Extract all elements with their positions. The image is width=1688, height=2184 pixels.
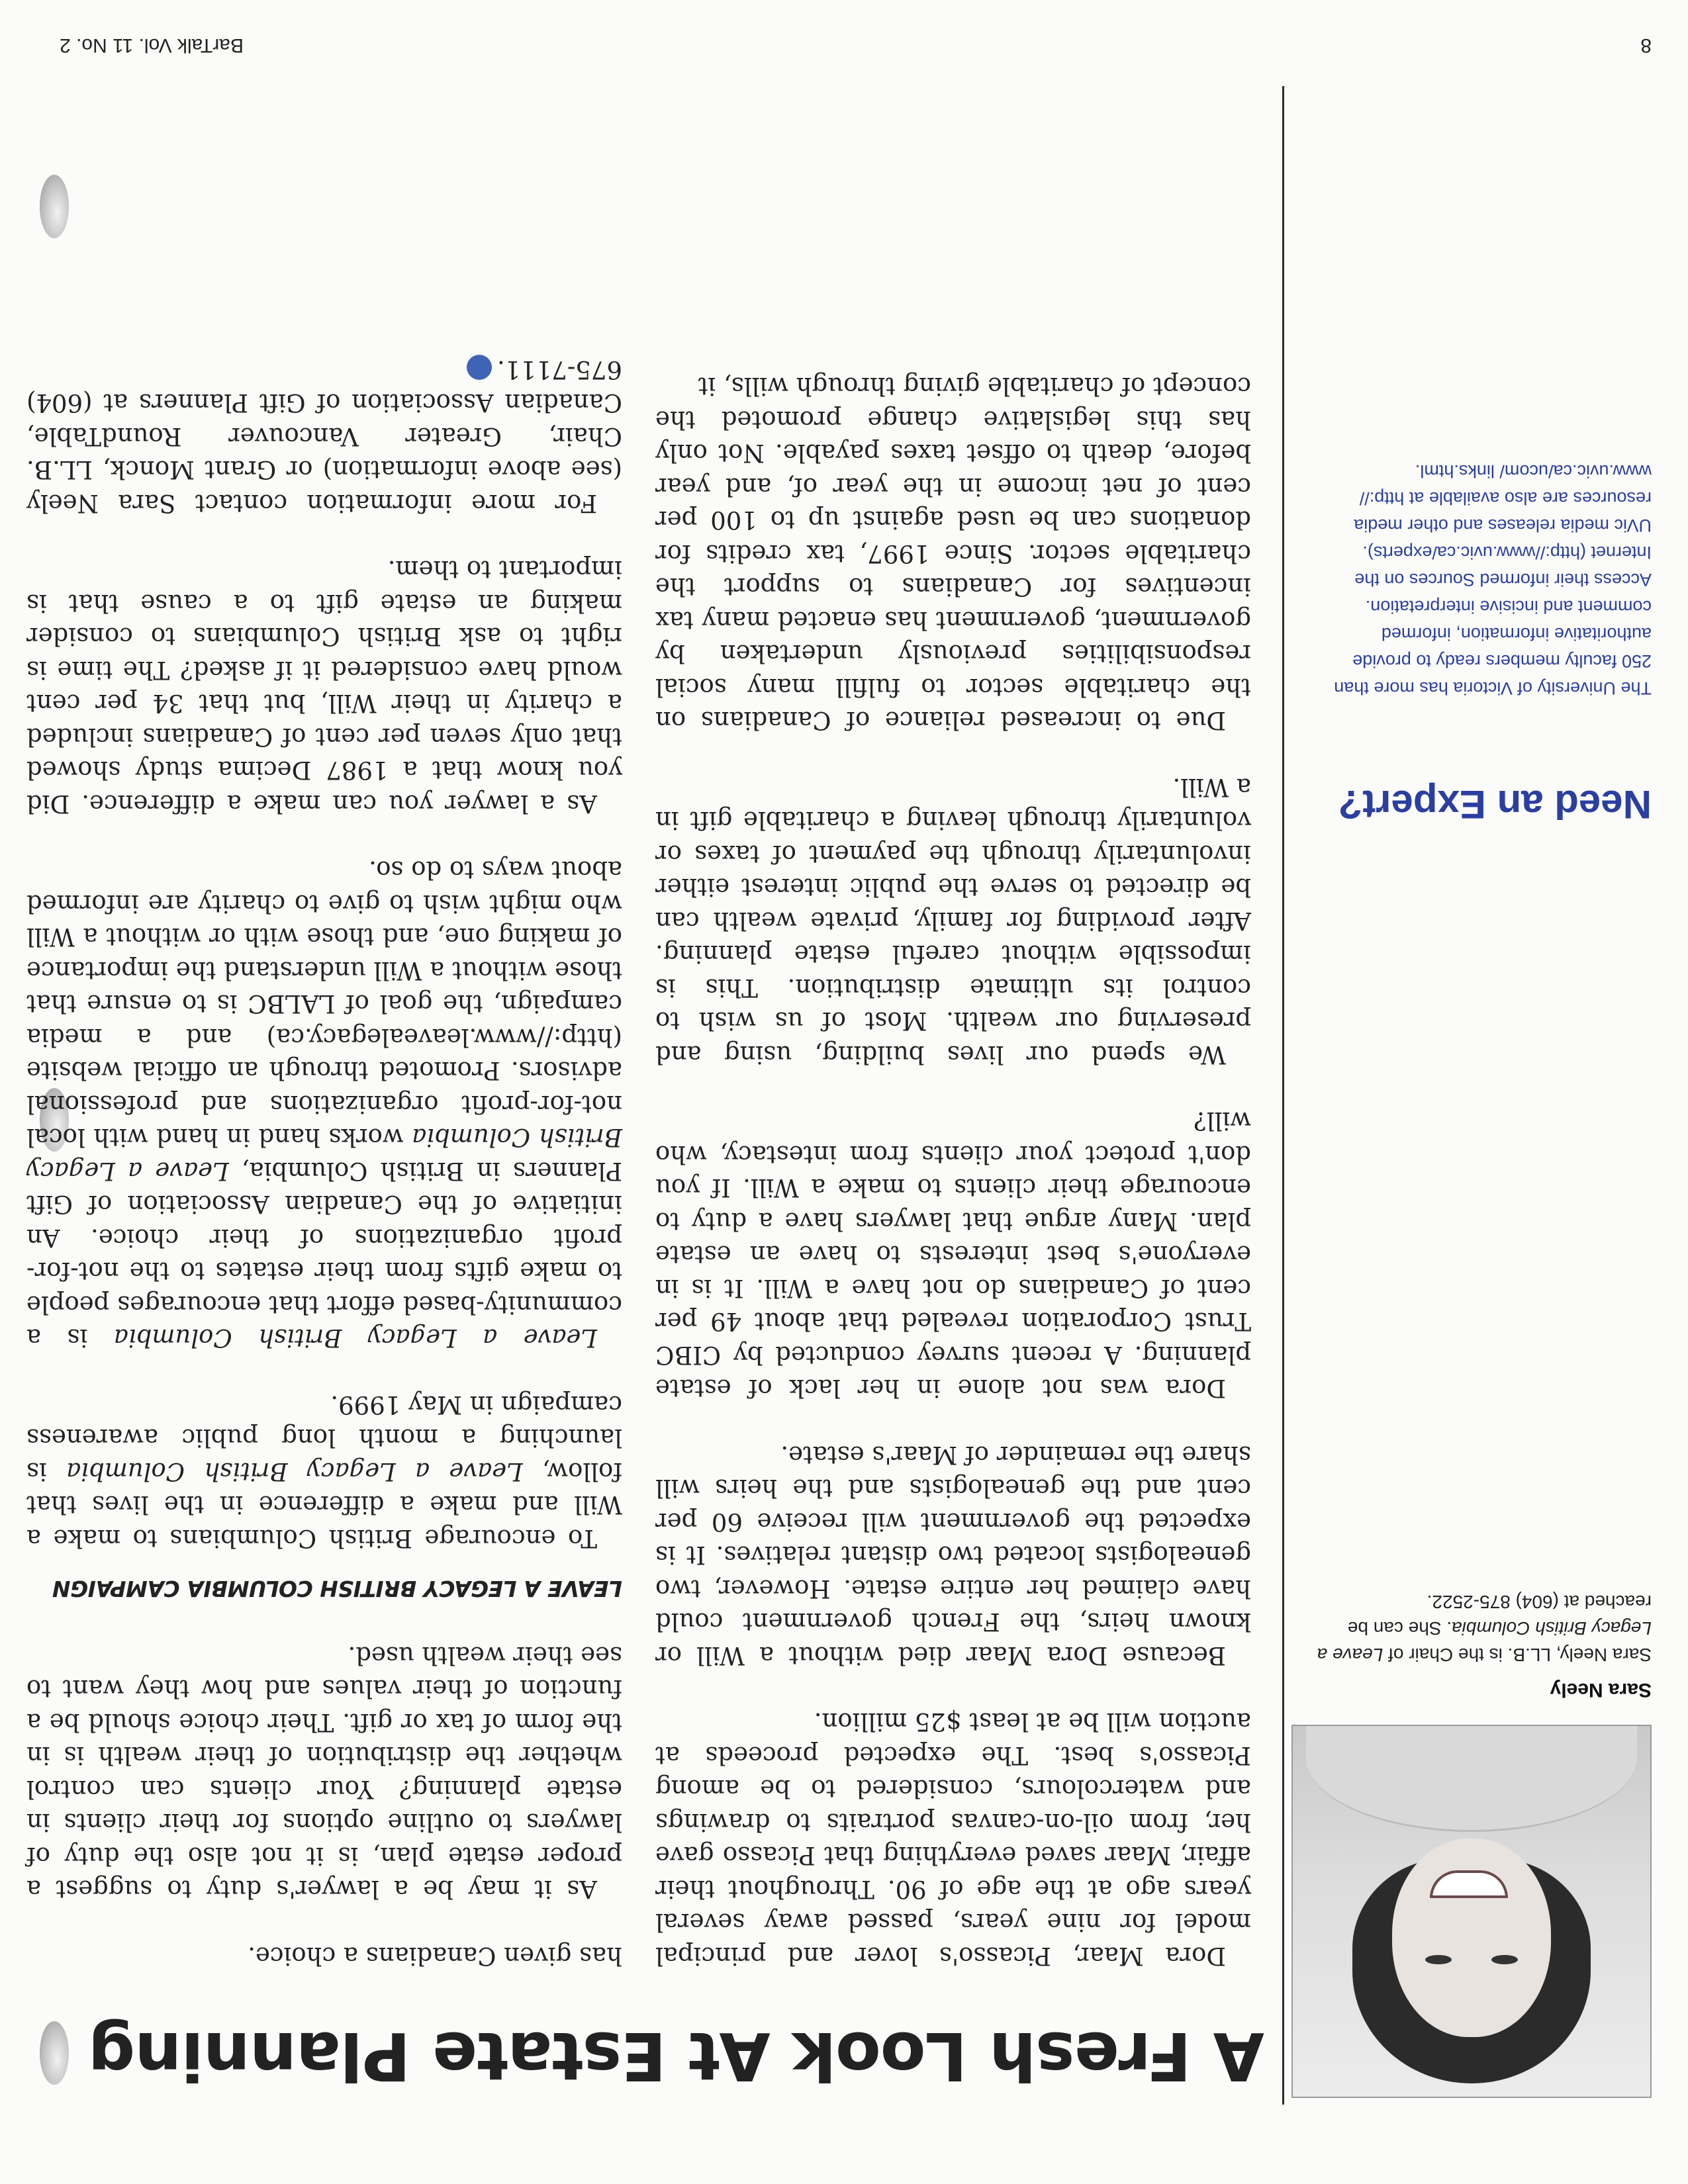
- article-title: A Fresh Look At Estate Planning: [88, 2017, 1264, 2095]
- column-rule: [1282, 86, 1284, 2105]
- page-number: 8: [1640, 34, 1652, 56]
- end-mark-icon: [467, 355, 492, 381]
- paragraph: To encourage British Columbians to make a Will and make a difference in the lives that follow, Leave a Legacy British Columbia is launching a month long public awareness campaign in May 1999.: [26, 1390, 622, 1553]
- paragraph: We spend our lives building, using and preserving our wealth. Most of us wish to control its ultimate distribution. This is impossible without careful estate planning. After providing for family, private wealth can be directed to serve the public interest either involuntarily through the payment of taxes or voluntarily through leaving a charitable gift in a Will.: [655, 773, 1251, 1069]
- paragraph: has given Canadians a choice.: [248, 1942, 622, 1970]
- left-column: [655, 336, 1251, 1972]
- author-name: Sara Neely: [1550, 1679, 1652, 1701]
- paragraph: For more information contact Sara Neely (see above information) or Grant Monck, LL.B. Chair, Greater Vancouver RoundTable, Canadian Association of Gift Planners at (604) 675-7111.: [26, 355, 622, 518]
- paragraph: Dora Maar, Picasso's lover and principal model for nine years, passed away several years ago at the age of 90. Throughout their affair, Maar saved everything that Picasso gave her, from oil-on-canvas portraits to drawings and watercolours, considered to be among Picasso's best. The expected proceeds at auction will be at least $25 million.: [655, 1707, 1251, 1970]
- paragraph: Leave a Legacy British Columbia is a community-based effort that encourages people to make gifts from their estates to the not-for-profit organizations of their choice. An initiative of the Canadian Association of Gift Planners in British Columbia, Leave a Legacy British Columbia works hand in hand with local not-for-profit organizations and professional advisors. Promoted through an official website (http://www.leavealegacy.ca) and a media campaign, the goal of LALBC is to ensure that those without a Will understand the importance of making one, and those with or without a Will who might wish to give to charity are informed about ways to do so.: [26, 856, 622, 1353]
- paragraph: Dora was not alone in her lack of estate planning. A recent survey conducted by CIBC Trust Corporation revealed that about 49 per cent of Canadians do not have a Will. It is in everyone's best interests to have an estate plan. Many argue that lawyers have a duty to encourage their clients to make a Will. If you don't protect your clients from intestacy, who will?: [655, 1107, 1251, 1403]
- paragraph: As it may be a lawyer's duty to suggest a proper estate plan, is it not also the duty of lawyers to outline options for their clients in estate planning? Your clients can control whether the distribution of their wealth is in the form of tax or gift. Their choice should be a function of their values and how they want to see their wealth used.: [26, 1641, 622, 1904]
- binder-hole: [40, 175, 69, 238]
- paragraph: Because Dora Maar died without a Will or known heirs, the French government could have claimed her entire estate. However, two genealogists located two distant relatives. It is expected the government will receive 60 per cent and the genealogists and the heirs will share the remainder of Maar's estate.: [655, 1441, 1251, 1670]
- expert-heading: Need an Expert?: [1338, 782, 1652, 827]
- author-photo: [1291, 1725, 1652, 2098]
- paragraph: Due to increased reliance of Canadians on the charitable sector to fulfill many social responsibilities previously undertaken by government, government has enacted many tax incentives for Canadians to support the charitable sector. Since 1997, tax credits for donations can be used against up to 100 per cent of net income in the year of, and year before, death to offset taxes payable. Not only has this legislative change promoted the concept of charitable giving through wills, it: [655, 372, 1251, 735]
- paragraph: As a lawyer you can make a difference. Did you know that a 1987 Decima study showed that only seven per cent of Canadians included a charity in their Will, but that 34 per cent would have considered it if asked? The time is right to ask British Columbians to consider making an estate gift to a cause that is important to them.: [26, 555, 622, 818]
- section-heading: LEAVE A LEGACY BRITISH COLUMBIA CAMPAIGN: [52, 1576, 622, 1602]
- sidebar: [1281, 66, 1652, 2098]
- author-bio: Sara Neely, LL.B. is the Chair of Leave a Legacy British Columbia. She can be reached at (604) 875-2522.: [1317, 1592, 1652, 1665]
- right-column: [26, 320, 622, 1973]
- issue-label: BarTalk Vol. 11 No. 2: [60, 34, 244, 56]
- expert-text: The University of Victoria has more than 250 faculty members ready to provide authoritative information, informed comment and incisive interpretation. Access their informed Sources on the Internet (http://www.uvic.ca/experts). UVic media releases and other media resources are also available at http:// www.uvic.ca/ucom/ links.html.: [1334, 461, 1652, 698]
